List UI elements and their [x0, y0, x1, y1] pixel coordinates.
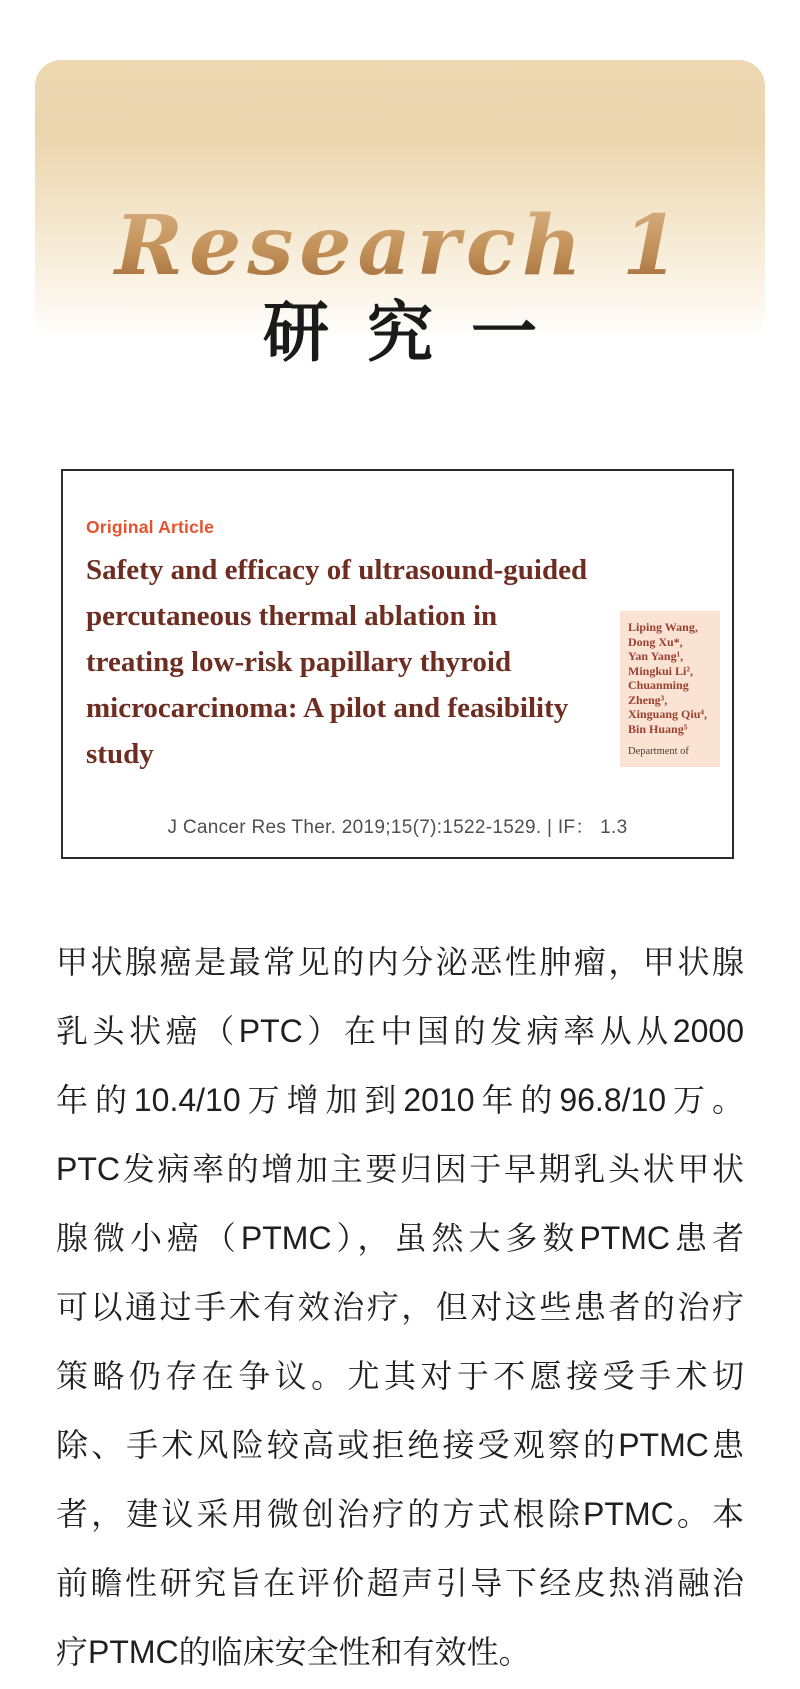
abstract-paragraph: [56, 928, 744, 1687]
affiliation-text: Department of: [628, 746, 689, 757]
paper-title-line: microcarcinoma: A pilot and feasibility: [86, 692, 569, 724]
paper-title-line: Safety and efficacy of ultrasound-guided: [86, 554, 588, 586]
author-name: Xinguang Qiu⁴,: [628, 707, 707, 721]
author-name: Zheng³,: [628, 692, 668, 707]
abstract-line: PTC发病率的增加主要归因于早期乳头状甲状: [56, 1151, 744, 1187]
paper-title: [86, 547, 631, 777]
hero-chinese-title: 研究一: [263, 297, 575, 370]
author-name: Chuanming: [628, 678, 689, 692]
author-name: Mingkui Li²,: [628, 663, 693, 678]
author-name: Yan Yang¹,: [628, 649, 684, 663]
hero-script-title: Research 1: [35, 198, 765, 294]
paper-category-label: Original Article: [86, 517, 214, 537]
abstract-line: 腺微小癌（PTMC），虽然大多数PTMC患者: [56, 1220, 744, 1256]
paper-title-line: percutaneous thermal ablation in: [86, 600, 498, 632]
paper-card: [61, 469, 734, 859]
hero-panel: [35, 60, 765, 370]
author-name: Liping Wang,: [628, 620, 698, 634]
abstract-line: 甲状腺癌是最常见的内分泌恶性肿瘤，甲状腺: [56, 944, 744, 980]
author-name: Dong Xu*,: [628, 634, 683, 649]
abstract-line: 疗PTMC的临床安全性和有效性。: [56, 1634, 531, 1670]
paper-title-line: study: [86, 738, 154, 770]
abstract-line: 前瞻性研究旨在评价超声引导下经皮热消融治: [56, 1565, 744, 1601]
abstract-line: 除、手术风险较高或拒绝接受观察的PTMC患: [56, 1427, 744, 1463]
citation-line: J Cancer Res Ther. 2019;15(7):1522-1529. | IF： 1.3: [167, 817, 628, 838]
paper-title-line: treating low-risk papillary thyroid: [86, 646, 512, 678]
abstract-line: 策略仍存在争议。尤其对于不愿接受手术切: [56, 1358, 744, 1394]
abstract-line: 年的10.4/10万增加到2010年的96.8/10万。: [56, 1082, 744, 1118]
authors-list: [628, 620, 713, 736]
abstract-line: 者，建议采用微创治疗的方式根除PTMC。本: [56, 1496, 744, 1532]
author-name: Bin Huang⁵: [628, 721, 688, 736]
abstract-line: 可以通过手术有效治疗，但对这些患者的治疗: [56, 1289, 744, 1325]
authors-box: [620, 611, 720, 767]
abstract-line: 乳头状癌（PTC）在中国的发病率从从2000: [56, 1013, 744, 1049]
